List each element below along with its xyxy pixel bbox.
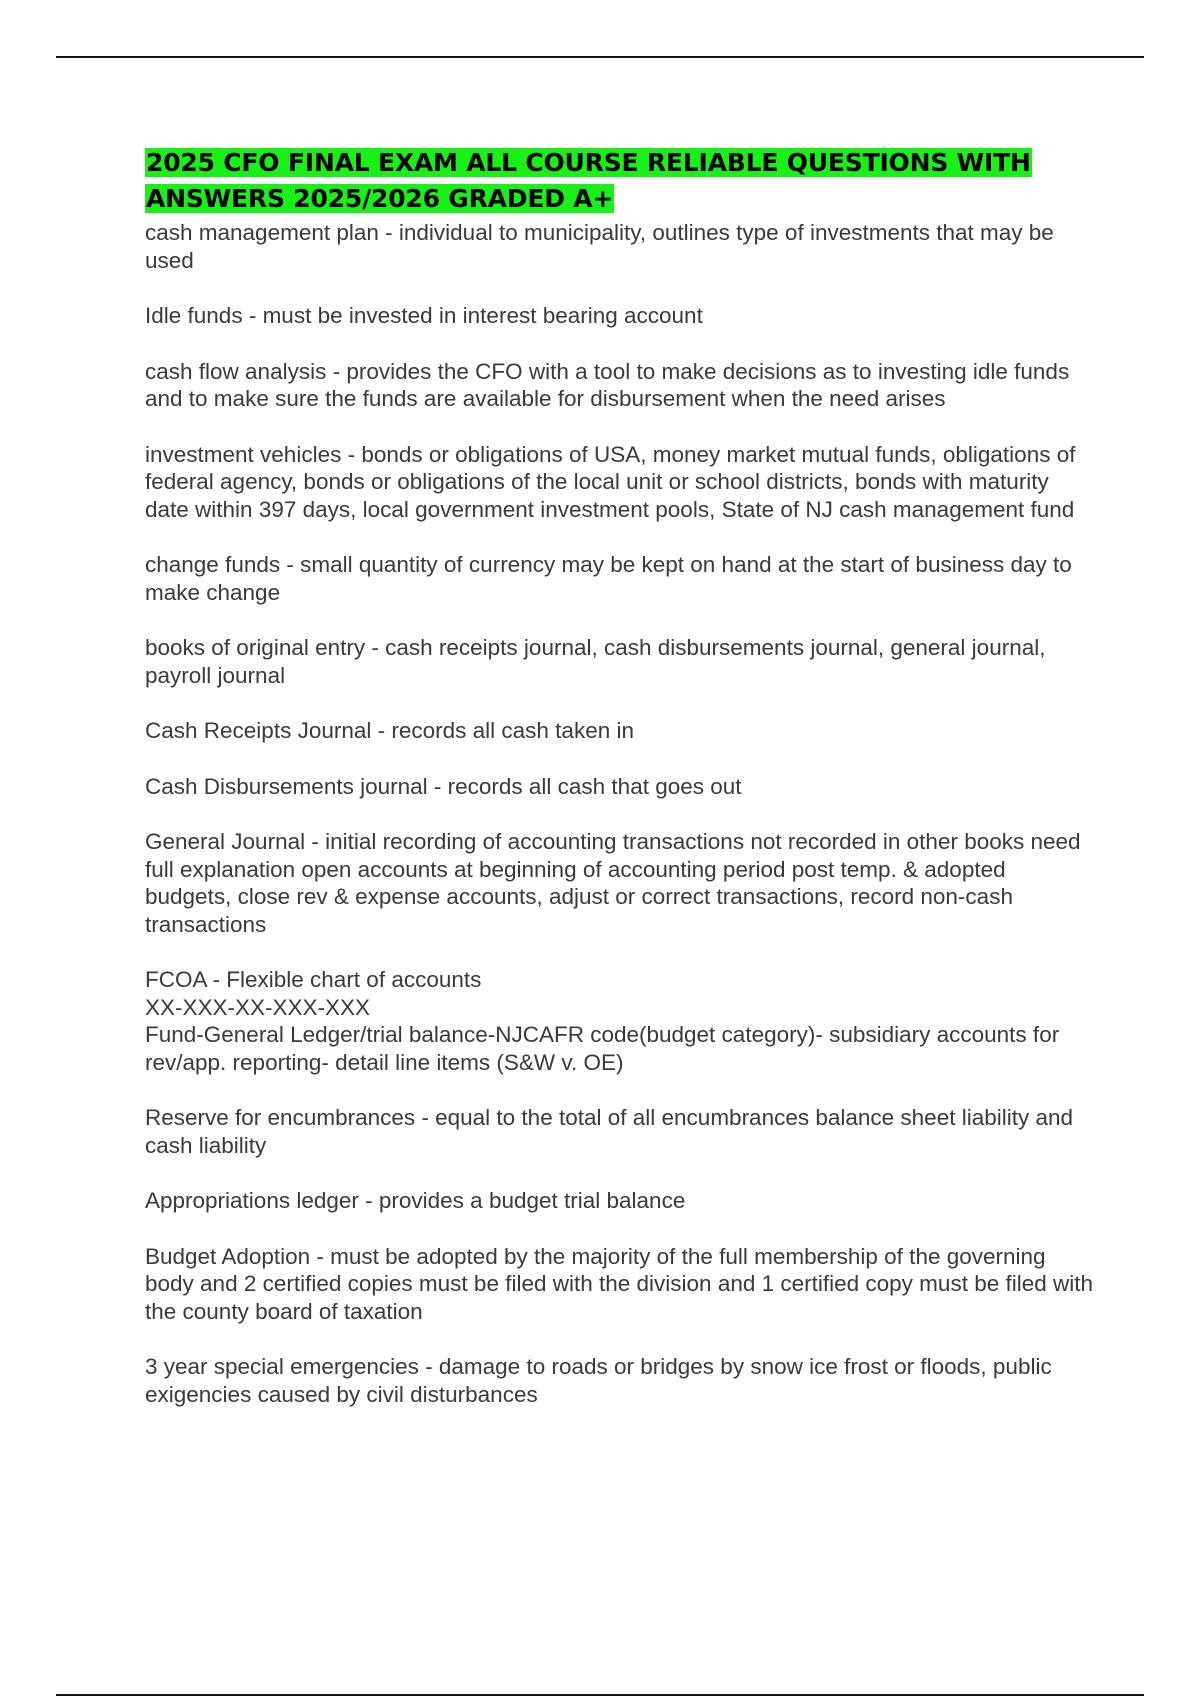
entry-cash-receipts-journal: Cash Receipts Journal - records all cash taken in xyxy=(145,718,634,743)
entry-cash-management-plan: cash management plan - individual to municipality, outlines type of investments that may be used xyxy=(145,220,1054,273)
entry-fcoa xyxy=(145,966,1095,1076)
entry-special-emergencies: 3 year special emergencies - damage to roads or bridges by snow ice frost or floods, public exigencies caused by civil disturbances xyxy=(145,1354,1052,1407)
entry-budget-adoption: Budget Adoption - must be adopted by the majority of the full membership of the governing body and 2 certified copies must be filed with the division and 1 certified copy must be filed with the county board of taxation xyxy=(145,1243,1094,1324)
document-title xyxy=(145,145,1095,217)
title-line-2: ANSWERS 2025/2026 GRADED A+ xyxy=(146,184,614,213)
entry-investment-vehicles: investment vehicles - bonds or obligations of USA, money market mutual funds, obligations of federal agency, bonds or obligations of the local unit or school districts, bonds with maturity date within 397 days, local government investment pools, State of NJ cash management fund xyxy=(145,441,1076,522)
document-body xyxy=(145,145,1095,1436)
entry-books-of-original-entry: books of original entry - cash receipts journal, cash disbursements journal, general journal, payroll journal xyxy=(145,635,1046,688)
footer-rule xyxy=(56,1694,1144,1696)
entry-appropriations-ledger: Appropriations ledger - provides a budget trial balance xyxy=(145,1188,686,1213)
entry-change-funds: change funds - small quantity of currency may be kept on hand at the start of business day to make change xyxy=(145,552,1072,605)
entry-cash-flow-analysis: cash flow analysis - provides the CFO with a tool to make decisions as to investing idle funds and to make sure the funds are available for disbursement when the need arises xyxy=(145,358,1070,411)
entry-idle-funds: Idle funds - must be invested in interest bearing account xyxy=(145,303,703,328)
title-line-1: 2025 CFO FINAL EXAM ALL COURSE RELIABLE QUESTIONS WITH xyxy=(146,148,1031,177)
fcoa-definition: FCOA - Flexible chart of accounts xyxy=(145,967,482,992)
entry-cash-disbursements-journal: Cash Disbursements journal - records all cash that goes out xyxy=(145,773,742,799)
entry-reserve-for-encumbrances: Reserve for encumbrances - equal to the total of all encumbrances balance sheet liability and cash liability xyxy=(145,1105,1074,1158)
entry-general-journal: General Journal - initial recording of accounting transactions not recorded in other books need full explanation open accounts at beginning of accounting period post temp. & adopted budgets, close rev & expense accounts, adjust or correct transactions, record non-cash transactions xyxy=(145,829,1081,937)
fcoa-format: XX-XXX-XX-XXX-XXX xyxy=(145,994,371,1020)
header-rule xyxy=(56,56,1144,58)
fcoa-structure: Fund-General Ledger/trial balance-NJCAFR code(budget category)- subsidiary accounts for rev/app. reporting- detail line items (S&W v. OE) xyxy=(145,1022,1060,1075)
